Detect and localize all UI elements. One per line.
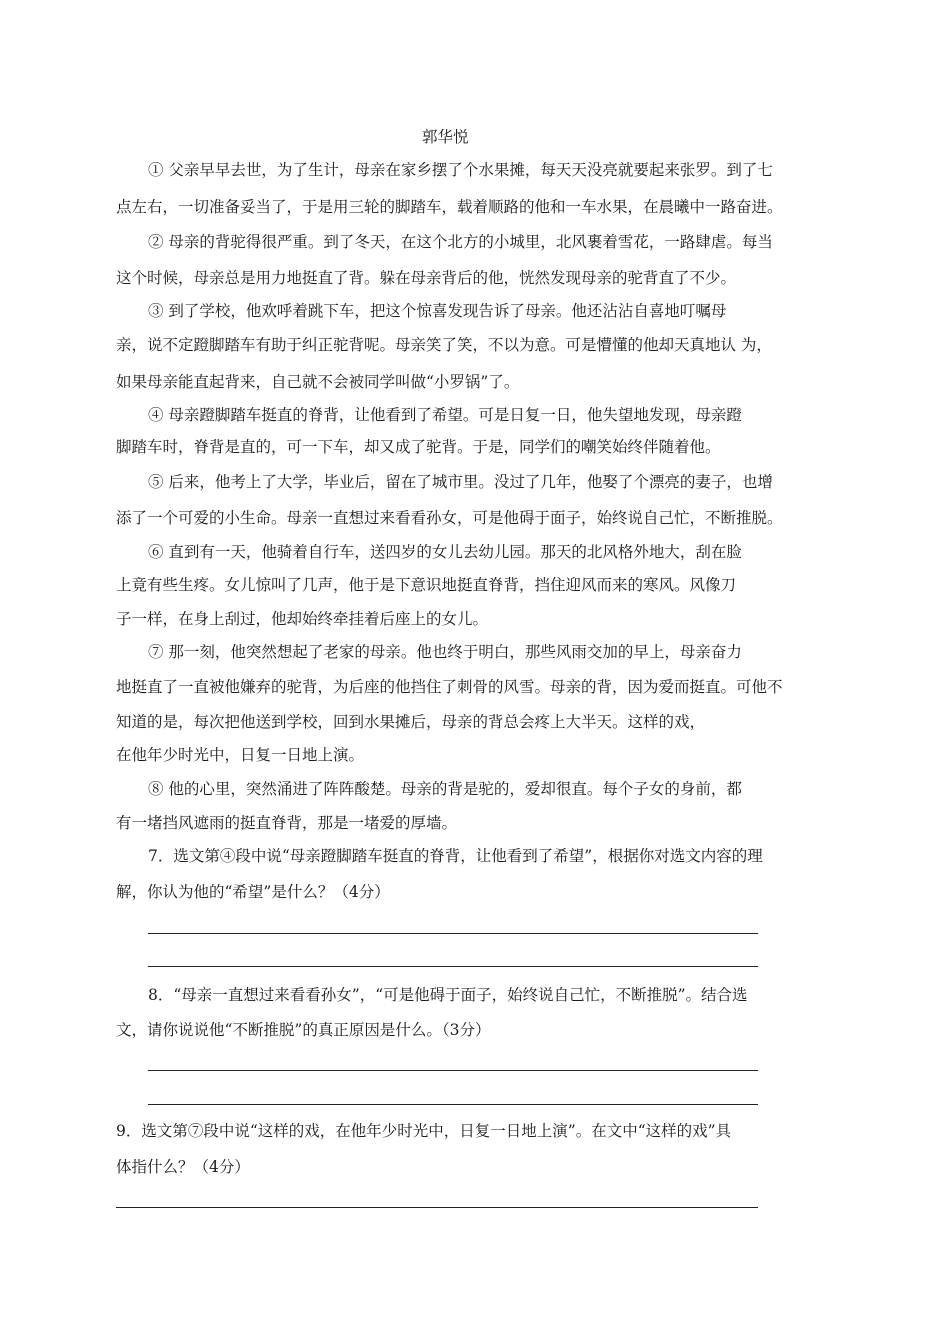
text-line: 添了一个可爱的小生命。母亲一直想过来看看孙女，可是他碍于面子，始终说自己忙，不断推脱。: [116, 509, 783, 527]
text-line: ① 父亲早早去世，为了生计，母亲在家乡摆了个水果摊，每天天没亮就要起来张罗。到了七: [148, 161, 773, 179]
text-line: 知道的是，每次把他送到学校，回到水果摊后，母亲的背总会疼上大半天。这样的戏，: [116, 713, 706, 731]
text-line: ⑤ 后来，他考上了大学，毕业后，留在了城市里。没过了几年，他娶了个漂亮的妻子，也增: [148, 473, 773, 491]
question-text: 9．选文第⑦段中说“这样的戏，在他年少时光中，日复一日地上演”。在文中“这样的戏”具: [116, 1122, 732, 1140]
answer-line[interactable]: [148, 1104, 758, 1105]
question-text: 8．“母亲一直想过来看看孙女”，“可是他碍于面子，始终说自己忙，不断推脱”。结合选: [148, 986, 748, 1004]
question-text: 体指什么？（4分）: [116, 1158, 250, 1176]
text-line: ⑧ 他的心里，突然涌进了阵阵酸楚。母亲的背是驼的，爱却很直。每个子女的身前，都: [148, 780, 742, 798]
answer-line[interactable]: [148, 966, 758, 967]
text-line: 如果母亲能直起背来，自己就不会被同学叫做“小罗锅”了。: [116, 373, 520, 391]
text-line: 这个时候，母亲总是用力地挺直了背。躲在母亲背后的他，恍然发现母亲的驼背直了不少。: [116, 269, 737, 287]
text-line: 脚踏车时，脊背是直的，可一下车，却又成了驼背。于是，同学们的嘲笑始终伴随着他。: [116, 438, 721, 456]
question-text: 7．选文第④段中说“母亲蹬脚踏车挺直的脊背，让他看到了希望”，根据你对选文内容的理: [148, 847, 763, 865]
question-text: 文，请你说说他“不断推脱”的真正原因是什么。（3分）: [116, 1021, 491, 1039]
question-text: 解，你认为他的“希望”是什么？（4分）: [116, 883, 390, 901]
text-line: ③ 到了学校，他欢呼着跳下车，把这个惊喜发现告诉了母亲。他还沾沾自喜地叮嘱母: [148, 302, 727, 320]
text-line: 子一样，在身上刮过，他却始终牵挂着后座上的女儿。: [116, 610, 489, 628]
text-line: ④ 母亲蹬脚踏车挺直的脊背，让他看到了希望。可是日复一日，他失望地发现，母亲蹬: [148, 406, 742, 424]
text-line: 地挺直了一直被他嫌弃的驼背，为后座的他挡住了刺骨的风雪。母亲的背，因为爱而挺直。可他不: [116, 678, 783, 696]
text-line: 在他年少时光中，日复一日地上演。: [116, 746, 365, 764]
answer-line[interactable]: [116, 1207, 758, 1208]
author-name: 郭华悦: [422, 128, 469, 146]
answer-line[interactable]: [148, 1070, 758, 1071]
text-line: 亲，说不定蹬脚踏车有助于纠正驼背呢。母亲笑了笑，不以为意。可是懵懂的他却天真地认 为，: [116, 336, 772, 354]
text-line: 点左右，一切准备妥当了，于是用三轮的脚踏车，载着顺路的他和一车水果，在晨曦中一路奋进。: [116, 198, 783, 216]
text-line: ⑥ 直到有一天，他骑着自行车，送四岁的女儿去幼儿园。那天的北风格外地大，刮在脸: [148, 543, 742, 561]
text-line: 有一堵挡风遮雨的挺直脊背，那是一堵爱的厚墙。: [116, 814, 458, 832]
text-line: ② 母亲的背驼得很严重。到了冬天，在这个北方的小城里，北风裹着雪花，一路肆虐。每当: [148, 233, 773, 251]
text-line: ⑦ 那一刻，他突然想起了老家的母亲。他也终于明白，那些风雨交加的早上，母亲奋力: [148, 643, 742, 661]
text-line: 上竟有些生疼。女儿惊叫了几声，他于是下意识地挺直脊背，挡住迎风而来的寒风。风像刀: [116, 576, 737, 594]
answer-line[interactable]: [148, 933, 758, 934]
